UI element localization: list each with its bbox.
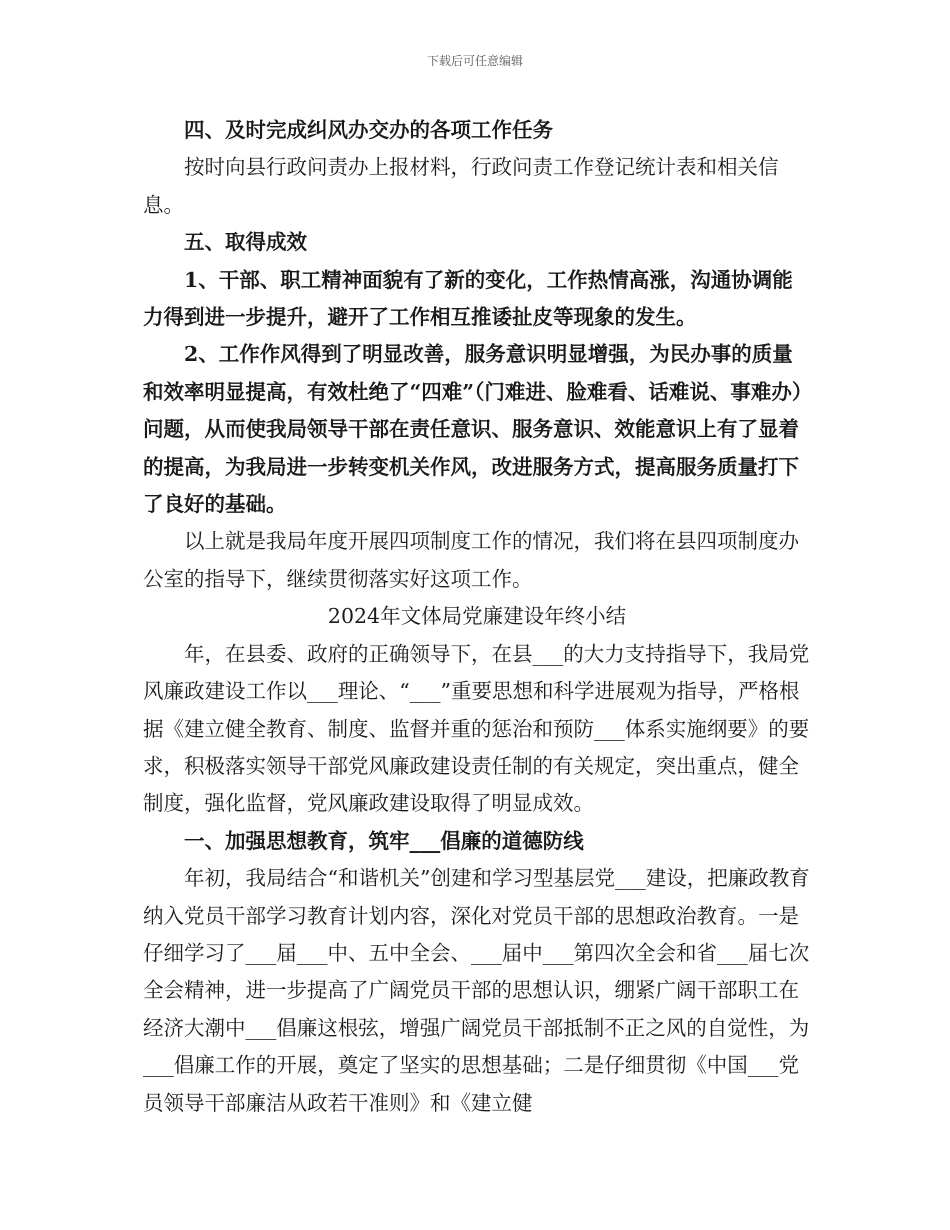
document-title: 2024年文体局党廉建设年终小结	[327, 604, 627, 629]
document-body	[143, 112, 811, 1122]
paragraph: 年初，我局结合“和谐机关”创建和学习型基层党___建设，把廉政教育纳入党员干部学习教育计划内容，深化对党员干部的思想政治教育。一是仔细学习了___届___中、五中全会、___届中___第四次全会和省___届七次全会精神，进一步提高了广阔党员干部的思想认识，绷紧广阔干部职工在经济大潮中___倡廉这根弦，增强广阔党员干部抵制不正之风的自觉性，为___倡廉工作的开展，奠定了坚实的思想基础；二是仔细贯彻《中国___党员领导干部廉洁从政若干准则》和《建立健	[143, 866, 810, 1115]
section-heading-5: 五、取得成效	[184, 230, 307, 255]
paragraph: 以上就是我局年度开展四项制度工作的情况，我们将在县四项制度办公室的指导下，继续贯彻落实好这项工作。	[143, 529, 799, 591]
paragraph: 按时向县行政问责办上报材料，行政问责工作登记统计表和相关信息。	[143, 155, 779, 217]
paragraph: 1、干部、职工精神面貌有了新的变化，工作热情高涨，沟通协调能力得到进一步提升，避开了工作相互推诿扯皮等现象的发生。	[143, 267, 793, 330]
page-header: 下载后可任意编辑	[426, 54, 523, 68]
paragraph: 2、工作作风得到了明显改善，服务意识明显增强，为民办事的质量和效率明显提高，有效杜绝了“四难”（门难进、脸难看、话难说、事难办）问题，从而使我局领导干部在责任意识、服务意识、效能意识上有了显着的提高，为我局进一步转变机关作风，改进服务方式，提高服务质量打下了良好的基础。	[143, 342, 803, 517]
section-heading-1: 一、加强思想教育，筑牢___倡廉的道德防线	[184, 828, 584, 853]
section-heading-4: 四、及时完成纠风办交办的各项工作任务	[184, 118, 553, 142]
paragraph: 年，在县委、政府的正确领导下，在县___的大力支持指导下，我局党风廉政建设工作以___理论、“___”重要思想和科学进展观为指导，严格根据《建立健全教育、制度、监督并重的惩治和预防___体系实施纲要》的要求，积极落实领导干部党风廉政建设责任制的有关规定，突出重点，健全制度，强化监督，党风廉政建设取得了明显成效。	[143, 641, 810, 816]
